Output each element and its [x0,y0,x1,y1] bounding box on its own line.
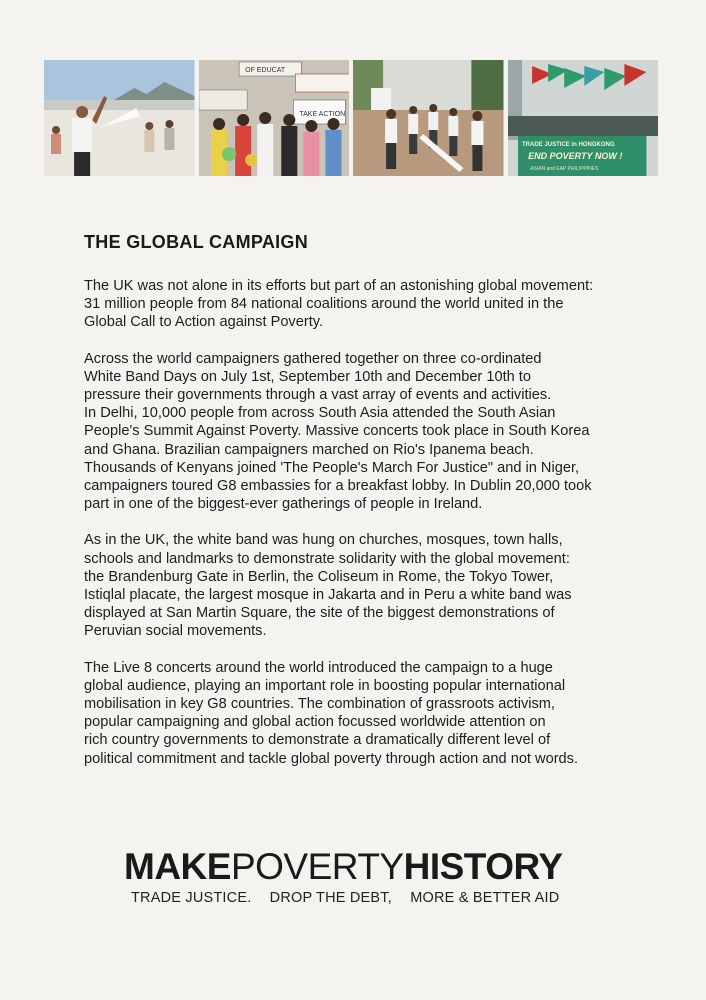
text-line: The UK was not alone in its efforts but part of an astonishing global movement: [84,278,594,294]
text-line: Across the world campaigners gathered together on three co-ordinated [84,350,542,367]
paragraph-live8 [84,659,644,768]
photo-banner-protest [199,60,350,176]
photo-street-march [353,60,504,176]
photo-flags-banner [508,60,659,176]
make-poverty-history-logo [124,846,563,888]
text-line: the Brandenburg Gate in Berlin, the Coliseum in Rome, the Tokyo Tower, [84,568,554,585]
sign-text-2: TAKE ACTION [298,111,345,118]
text-line: Peruvian social movements. [84,623,267,640]
text-line: As in the UK, the white band was hung on churches, mosques, town halls, [84,532,563,549]
text-line: rich country governments to demonstrate a dramatically different level of [84,732,551,749]
logo-word-history: HISTORY [403,846,563,887]
tagline-trade-justice: TRADE JUSTICE. [131,890,252,906]
body-text [84,277,644,786]
text-line: popular campaigning and global action focussed worldwide attention on [84,714,546,731]
text-line: The Live 8 concerts around the world introduced the campaign to a huge [84,659,553,676]
text-line: displayed at San Martin Square, the site of the biggest demonstrations of [84,605,555,622]
text-line: mobilisation in key G8 countries. The combination of grassroots activism, [84,696,555,713]
text-line: Thousands of Kenyans joined 'The People's March For Justice" and in Niger, [84,459,580,476]
text-line: schools and landmarks to demonstrate solidarity with the global movement: [84,550,570,567]
sign-text-1: OF EDUCAT [244,67,285,74]
banner-line-1: TRADE JUSTICE in HONGKONG [521,142,615,148]
paragraph-landmarks [84,531,644,640]
photo-beach-crowd [44,60,195,176]
text-line: pressure their governments through a vast array of events and activities. [84,387,552,404]
banner-line-3: ASIAN and EAP PHILIPPINES [529,166,598,172]
banner-line-2: END POVERTY NOW ! [527,151,622,161]
paragraph-intro [84,277,644,332]
text-line: People's Summit Against Poverty. Massive concerts took place in South Korea [84,423,590,440]
logo-word-poverty: POVERTY [230,846,404,887]
text-line: and Ghana. Brazilian campaigners marched on Rio's Ipanema beach. [84,441,534,458]
text-line: In Delhi, 10,000 people from across South Asia attended the South Asian [84,405,556,422]
logo-word-make: MAKE [124,846,231,887]
text-line: Global Call to Action against Poverty. [84,314,324,331]
text-line: part in one of the biggest-ever gatherings of people in Ireland. [84,496,483,513]
paragraph-white-band-days [84,350,644,514]
text-line: political commitment and tackle global poverty through action and not words. [84,750,579,767]
tagline-drop-the-debt: DROP THE DEBT, [269,890,392,906]
photo-strip [44,60,658,176]
tagline [131,890,573,906]
text-line: campaigners toured G8 embassies for a breakfast lobby. In Dublin 20,000 took [84,478,592,495]
section-heading: THE GLOBAL CAMPAIGN [84,232,309,252]
text-line: White Band Days on July 1st, September 10th and December 10th to [84,368,531,385]
tagline-more-better-aid: MORE & BETTER AID [410,890,560,906]
text-line: 31 million people from 84 national coalitions around the world united in the [84,296,564,313]
text-line: global audience, playing an important role in boosting popular international [84,677,566,694]
text-line: Istiqlal placate, the largest mosque in Jakarta and in Peru a white band was [84,587,572,604]
